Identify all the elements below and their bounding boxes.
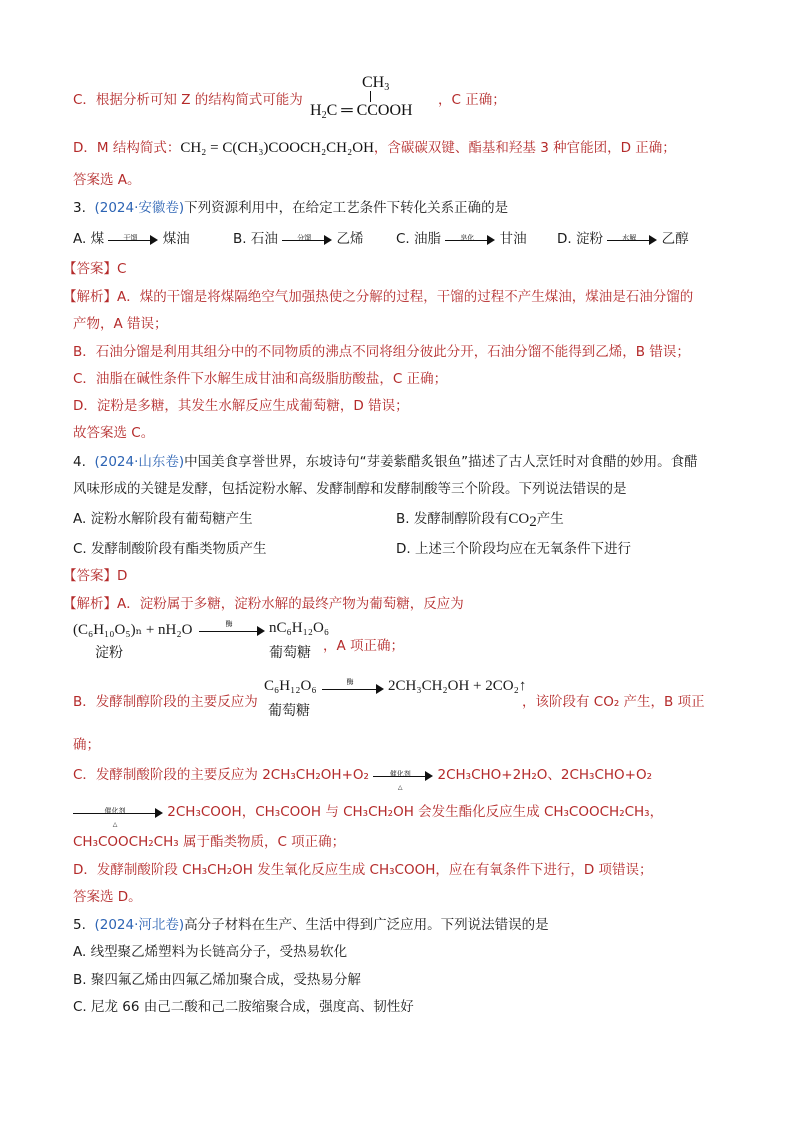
q3-analysis-c: C．油脂在碱性条件下水解生成甘油和高级脂肪酸盐，C 正确；	[73, 371, 448, 387]
q3-analysis-b: B．石油分馏是利用其组分中的不同物质的沸点不同将组分彼此分开，石油分馏不能得到乙烯，B 错误；	[73, 344, 690, 360]
question-4-cont: 风味形成的关键是发酵，包括淀粉水解、发酵制醇和发酵制酸等三个阶段。下列说法错误的是	[73, 481, 627, 497]
question-4: 4. (2024·山东卷)中国美食享誉世界，东坡诗句“芽姜紫醋炙银鱼”描述了古人烹饪时对食醋的妙用。食醋	[73, 454, 698, 470]
q4-analysis-c: C．发酵制酸阶段的主要反应为 2CH₃CH₂OH+O₂ 催化剂 △ 2CH₃CHO+2H₂O、2CH₃CHO+O₂	[73, 767, 653, 791]
equation-fermentation-alcohol: C₆H₁₂O₆ 葡萄糖 酶 2CH₃CH₂OH + 2CO₂↑	[264, 678, 527, 719]
analysis-c-line: C．根据分析可知 Z 的结构简式可能为	[73, 92, 303, 108]
q5-option-b[interactable]: B. 聚四氟乙烯由四氟乙烯加聚合成，受热易分解	[73, 972, 361, 988]
q4-final: 答案选 D。	[73, 889, 142, 905]
answer-line: 答案选 A。	[73, 172, 141, 188]
question-5: 5. (2024·河北卷)高分子材料在生产、生活中得到广泛应用。下列说法错误的是	[73, 917, 549, 933]
q3-analysis-a-cont: 产物，A 错误；	[73, 316, 168, 332]
q3-option-d[interactable]: D. 淀粉 水解 乙醇	[557, 231, 689, 247]
q3-final: 故答案选 C。	[73, 425, 155, 441]
q4-analysis-c-line2: 催化剂 △ 2CH₃COOH，CH₃COOH 与 CH₃CH₂OH 会发生酯化反应生成 CH₃COOCH₂CH₃，	[73, 802, 663, 822]
reaction-arrow: 干馏	[108, 232, 158, 246]
analysis-d-line: D．M 结构简式：CH₂ = C(CH₃)COOCH₂CH₂OH，含碳碳双键、酯基和羟基 3 种官能团，D 正确；	[73, 140, 676, 156]
q4-option-b[interactable]: B. 发酵制醇阶段有$CO_2$产生	[396, 511, 564, 530]
q5-option-a[interactable]: A. 线型聚乙烯塑料为长链高分子，受热易软化	[73, 944, 348, 960]
reaction-arrow: 分馏	[282, 232, 332, 246]
question-3: 3. (2024·安徽卷)下列资源利用中，在给定工艺条件下转化关系正确的是	[73, 200, 509, 216]
q4-analysis-b-cont: 确；	[73, 737, 100, 753]
reaction-arrow: 酶	[322, 681, 384, 695]
reaction-arrow: 催化剂 △	[373, 768, 433, 782]
reaction-arrow: 催化剂 △	[73, 805, 163, 819]
q5-option-c[interactable]: C. 尼龙 66 由己二酸和己二胺缩聚合成，强度高、韧性好	[73, 999, 414, 1015]
reaction-arrow: 皂化	[445, 232, 495, 246]
structural-formula: $CH_3$ $H_2C$ ═ CCOOH	[310, 74, 413, 121]
q3-answer: 【答案】C	[63, 261, 127, 277]
q4-analysis-b: B．发酵制醇阶段的主要反应为	[73, 694, 258, 710]
reaction-arrow: 水解	[607, 232, 657, 246]
q3-option-b[interactable]: B. 石油 分馏 乙烯	[233, 231, 364, 247]
analysis-c-tail: ，C 正确；	[438, 92, 506, 108]
q4-analysis-c-line3: CH₃COOCH₂CH₃ 属于酯类物质，C 项正确；	[73, 834, 346, 850]
q3-option-c[interactable]: C. 油脂 皂化 甘油	[396, 231, 527, 247]
reaction-arrow: 酶	[199, 623, 265, 637]
q4-answer: 【答案】D	[63, 568, 128, 584]
q4-option-a[interactable]: A. 淀粉水解阶段有葡萄糖产生	[73, 511, 253, 527]
q4-analysis-b-tail: ，该阶段有 CO₂ 产生，B 项正	[522, 694, 705, 710]
q4-analysis-a: 【解析】A．淀粉属于多糖，淀粉水解的最终产物为葡萄糖，反应为	[63, 596, 464, 612]
q4-option-d[interactable]: D. 上述三个阶段均应在无氧条件下进行	[396, 541, 631, 557]
equation-starch-hydrolysis: (C₆H₁₀O₅)ₙ + nH₂O 酶 nC₆H₁₂O₆ 淀粉 葡萄糖 ，A 项正确；	[73, 620, 405, 661]
q3-analysis-d: D．淀粉是多糖，其发生水解反应生成葡萄糖，D 错误；	[73, 398, 409, 414]
q4-analysis-d: D．发酵制酸阶段 CH₃CH₂OH 发生氧化反应生成 CH₃COOH，应在有氧条件下进行，D 项错误；	[73, 862, 653, 878]
q3-analysis-a: 【解析】A．煤的干馏是将煤隔绝空气加强热使之分解的过程，干馏的过程不产生煤油，煤油是石油分馏的	[63, 289, 694, 305]
q4-option-c[interactable]: C. 发酵制酸阶段有酯类物质产生	[73, 541, 267, 557]
q3-option-a[interactable]: A. 煤 干馏 煤油	[73, 231, 190, 247]
